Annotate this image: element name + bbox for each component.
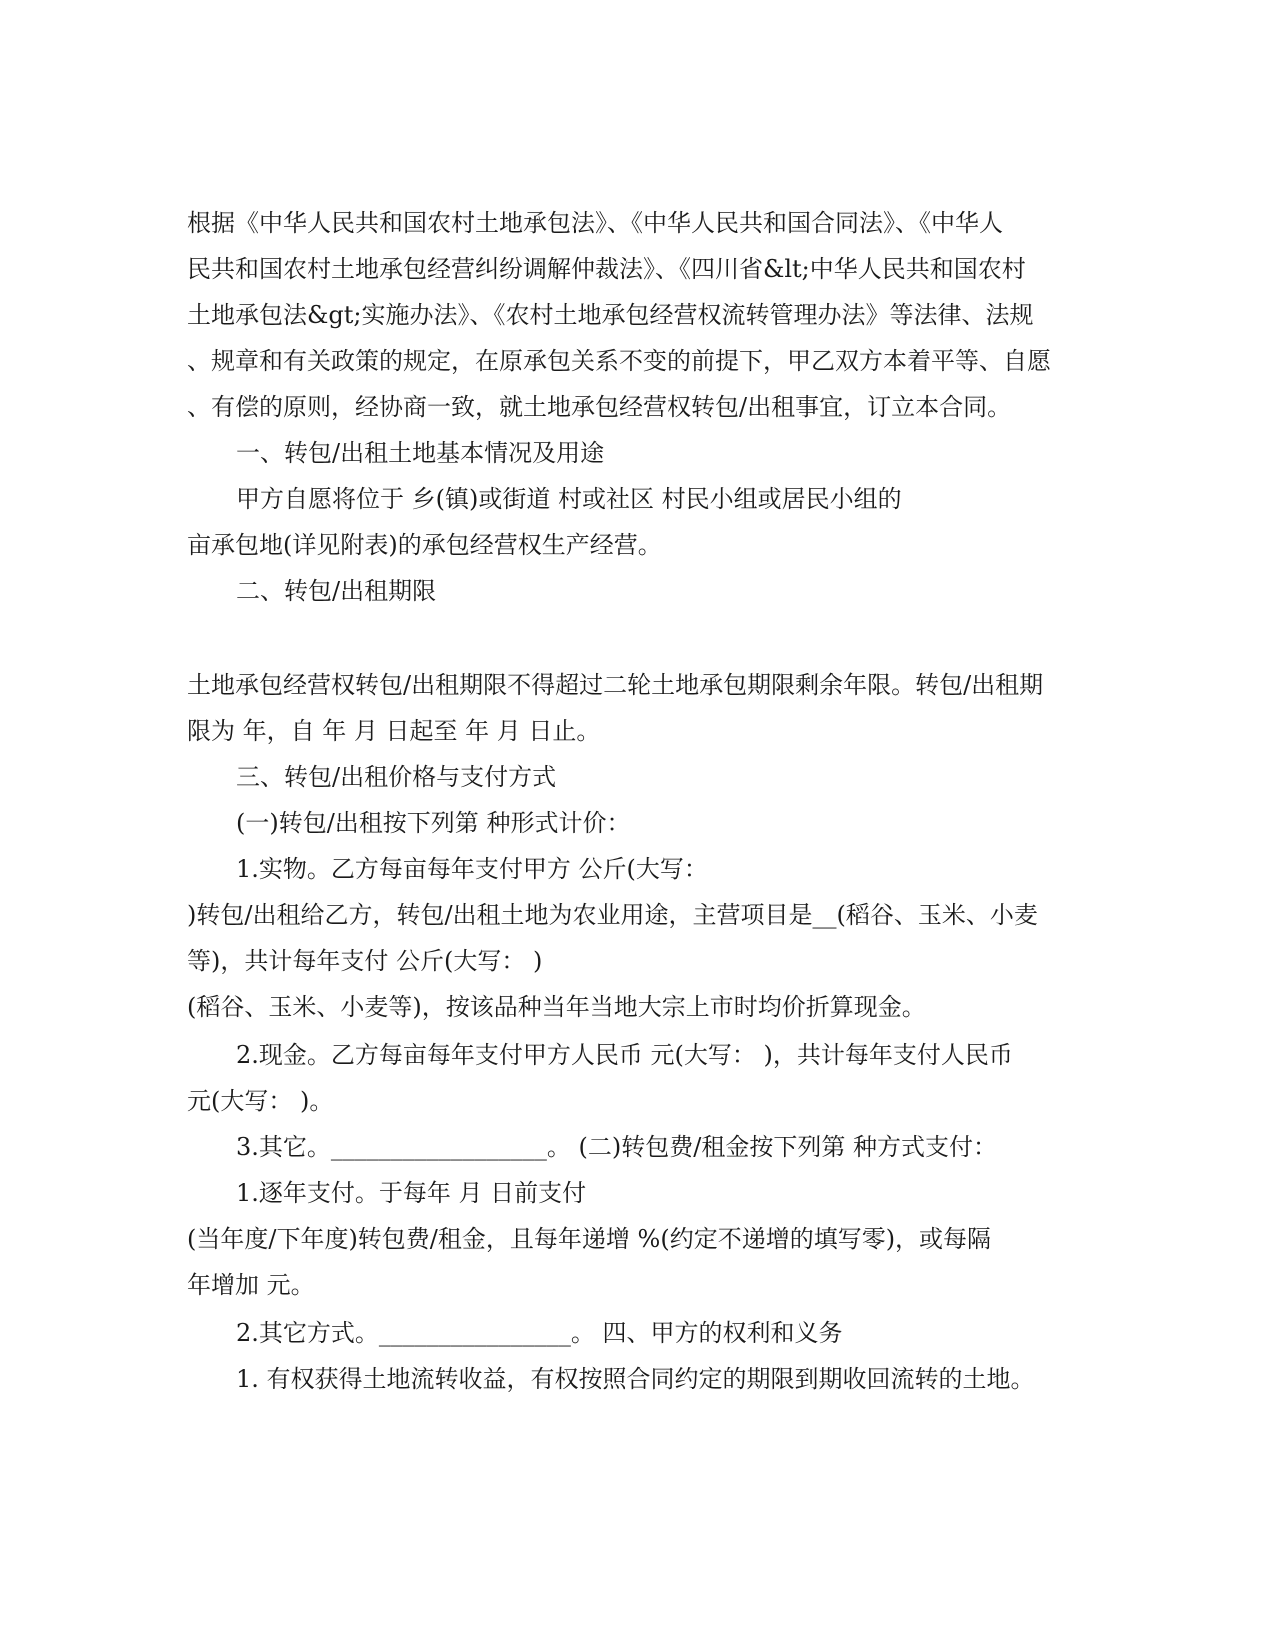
paragraph-line: 1.实物。乙方每亩每年支付甲方 公斤(大写： [236, 855, 708, 883]
paragraph-line: 民共和国农村土地承包经营纠纷调解仲裁法》、《四川省&lt;中华人民共和国农村 [187, 255, 1026, 283]
paragraph-line: 等)，共计每年支付 公斤(大写： ) [187, 947, 543, 975]
section-heading-1: 一、转包/出租土地基本情况及用途 [236, 439, 605, 467]
section-heading-3: 三、转包/出租价格与支付方式 [236, 763, 557, 791]
paragraph-line: 年增加 元。 [187, 1271, 315, 1299]
paragraph-line: 元(大写： )。 [187, 1087, 334, 1115]
paragraph-line: 亩承包地(详见附表)的承包经营权生产经营。 [187, 531, 662, 559]
paragraph-line: )转包/出租给乙方，转包/出租土地为农业用途，主营项目是__(稻谷、玉米、小麦 [187, 901, 1038, 929]
paragraph-line: (一)转包/出租按下列第 种形式计价： [236, 809, 631, 837]
paragraph-line: (当年度/下年度)转包费/租金，且每年递增 %(约定不递增的填写零)，或每隔 [187, 1225, 992, 1253]
paragraph-line: 3.其它。__________________。 (二)转包费/租金按下列第 种方式支付： [236, 1133, 997, 1161]
paragraph-line: 土地承包法&gt;实施办法》、《农村土地承包经营权流转管理办法》等法律、法规 [187, 301, 1034, 329]
paragraph-line: (稻谷、玉米、小麦等)，按该品种当年当地大宗上市时均价折算现金。 [187, 993, 926, 1021]
paragraph-line: 、有偿的原则，经协商一致，就土地承包经营权转包/出租事宜，订立本合同。 [187, 393, 1012, 421]
paragraph-line: 2.其它方式。________________。 四、甲方的权利和义务 [236, 1319, 843, 1347]
paragraph-line: 2.现金。乙方每亩每年支付甲方人民币 元(大写： )，共计每年支付人民币 [236, 1041, 1013, 1069]
paragraph-line: 甲方自愿将位于 乡(镇)或街道 村或社区 村民小组或居民小组的 [236, 485, 902, 513]
paragraph-line: 、规章和有关政策的规定，在原承包关系不变的前提下，甲乙双方本着平等、自愿 [187, 347, 1051, 375]
paragraph-line: 1.逐年支付。于每年 月 日前支付 [236, 1179, 587, 1207]
paragraph-line: 土地承包经营权转包/出租期限不得超过二轮土地承包期限剩余年限。转包/出租期 [187, 671, 1044, 699]
paragraph-line: 限为 年，自 年 月 日起至 年 月 日止。 [187, 717, 601, 745]
paragraph-line: 根据《中华人民共和国农村土地承包法》、《中华人民共和国合同法》、《中华人 [187, 209, 1003, 237]
paragraph-line: 1. 有权获得土地流转收益，有权按照合同约定的期限到期收回流转的土地。 [236, 1365, 1035, 1393]
section-heading-2: 二、转包/出租期限 [236, 577, 437, 605]
